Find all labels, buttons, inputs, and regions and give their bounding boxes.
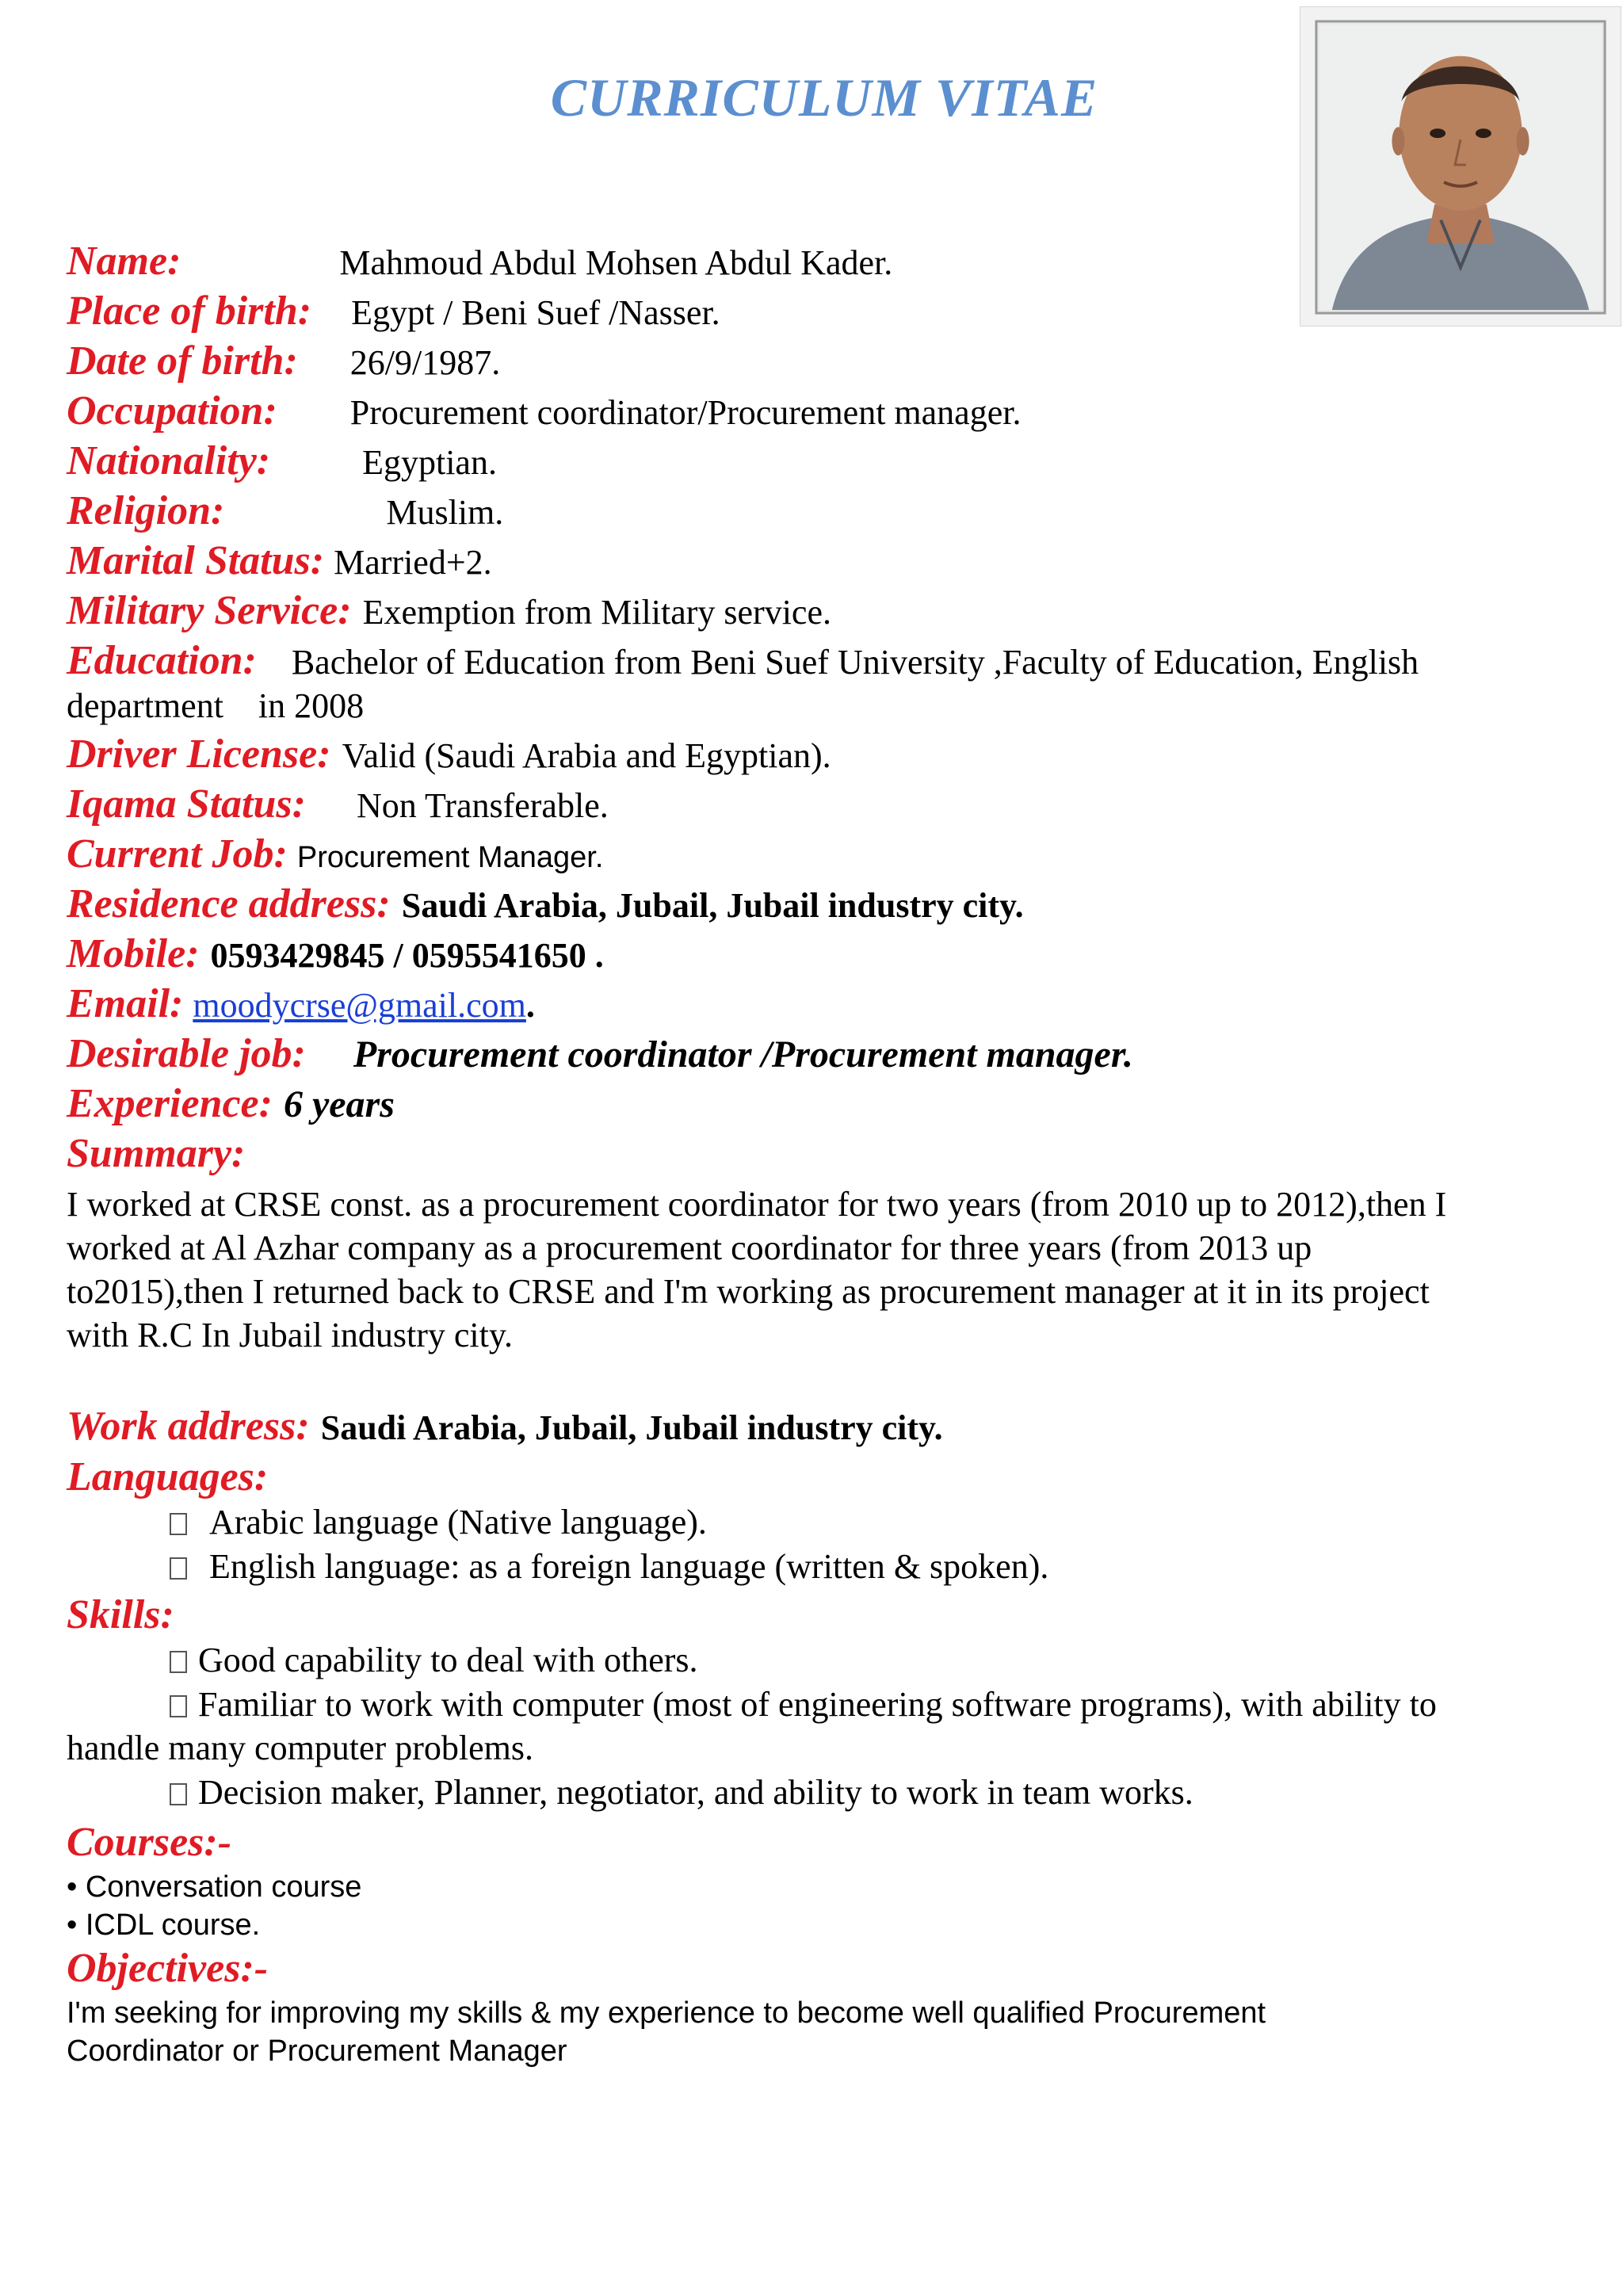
field-place-of-birth: [67, 288, 1591, 335]
list-item-text: Familiar to work with computer (most of engineering software programs), with ability to: [198, 1685, 1437, 1724]
bullet-box-icon: [170, 1557, 187, 1580]
field-desirable-job: [67, 1030, 1591, 1078]
field-label: Email:: [67, 981, 184, 1026]
field-value: Married+2.: [334, 543, 492, 582]
field-mobile: [67, 930, 1591, 978]
section-label: Skills:: [67, 1592, 174, 1637]
objectives-line: Coordinator or Procurement Manager: [67, 2034, 567, 2068]
course-item: • ICDL course.: [67, 1908, 261, 1942]
field-current-job: [67, 831, 1591, 878]
list-item: [170, 1685, 1591, 1725]
field-label: Experience:: [67, 1081, 273, 1126]
section-label: Languages:: [67, 1454, 269, 1499]
summary-line: to2015),then I returned back to CRSE and I'm working as procurement manager at it in its project: [67, 1272, 1430, 1311]
field-value: Procurement coordinator/Procurement manager.: [349, 393, 1022, 432]
list-item-continued: [67, 1729, 1591, 1769]
objectives-line: I'm seeking for improving my skills & my experience to become well qualified Procurement: [67, 1996, 1266, 2030]
field-value-suffix: .: [525, 986, 535, 1025]
field-label: Driver License:: [67, 732, 331, 777]
section-label: Summary:: [67, 1131, 246, 1176]
summary-paragraph: [67, 1182, 1596, 1357]
list-item: [170, 1547, 1591, 1587]
objectives-paragraph: [67, 1994, 1572, 2070]
field-value: Procurement coordinator /Procurement manager.: [353, 1033, 1133, 1075]
field-value: Saudi Arabia, Jubail, Jubail industry city.: [320, 1408, 943, 1447]
bullet-box-icon: [170, 1513, 187, 1535]
field-value: 6 years: [283, 1083, 395, 1125]
field-name: [67, 238, 1591, 285]
bullet-box-icon: [170, 1651, 187, 1673]
section-label: Work address:: [67, 1404, 310, 1449]
field-education: [67, 637, 1591, 685]
section-label: Objectives:-: [67, 1946, 269, 1991]
objectives-heading: [67, 1945, 1591, 1992]
field-value: Exemption from Military service.: [362, 593, 831, 632]
field-value: Muslim.: [386, 493, 504, 532]
summary-line: with R.C In Jubail industry city.: [67, 1316, 514, 1354]
field-label: Current Job:: [67, 831, 288, 877]
field-religion: [67, 487, 1591, 535]
field-value: Egypt / Beni Suef /Nasser.: [351, 293, 720, 332]
summary-heading: [67, 1130, 1591, 1178]
field-value: 0593429845 / 0595541650 .: [210, 936, 604, 975]
list-item: [170, 1503, 1591, 1543]
field-label: Name:: [67, 239, 181, 284]
field-value: department in 2008: [67, 686, 365, 725]
field-email: [67, 980, 1591, 1028]
skills-heading: [67, 1591, 1591, 1639]
field-value: Egyptian.: [362, 443, 497, 482]
document-title: CURRICULUM VITAE: [550, 67, 1098, 128]
work-address: [67, 1403, 1591, 1450]
field-value: Non Transferable.: [356, 786, 609, 825]
course-item: • Conversation course: [67, 1870, 362, 1904]
list-item-text: Arabic language (Native language).: [209, 1503, 707, 1541]
field-residence-address: [67, 881, 1591, 928]
email-link[interactable]: moodycrse@gmail.com: [193, 986, 526, 1025]
list-item-text: Decision maker, Planner, negotiator, and ability to work in team works.: [198, 1773, 1193, 1812]
list-item-text: English language: as a foreign language (written & spoken).: [209, 1547, 1049, 1586]
languages-heading: [67, 1454, 1591, 1501]
field-value: Valid (Saudi Arabia and Egyptian).: [342, 736, 831, 775]
courses-list: [67, 1868, 1572, 1944]
courses-heading: [67, 1819, 1591, 1866]
field-label: Desirable job:: [67, 1031, 306, 1076]
field-nationality: [67, 437, 1591, 485]
field-label: Education:: [67, 638, 257, 683]
field-value: Saudi Arabia, Jubail, Jubail industry city.: [401, 886, 1024, 925]
field-value: Mahmoud Abdul Mohsen Abdul Kader.: [339, 243, 893, 282]
bullet-box-icon: [170, 1783, 187, 1805]
field-experience: [67, 1080, 1591, 1128]
field-education-continued: [67, 686, 1591, 727]
list-item-text: Good capability to deal with others.: [198, 1641, 698, 1679]
field-date-of-birth: [67, 338, 1591, 385]
field-driver-license: [67, 731, 1591, 778]
field-value: Bachelor of Education from Beni Suef University ,Faculty of Education, English: [291, 643, 1419, 682]
field-military-service: [67, 587, 1591, 635]
field-value: 26/9/1987.: [349, 343, 501, 382]
field-label: Residence address:: [67, 881, 391, 926]
field-marital-status: [67, 537, 1591, 585]
field-label: Date of birth:: [67, 338, 298, 384]
summary-line: worked at Al Azhar company as a procurement coordinator for three years (from 2013 up: [67, 1228, 1312, 1267]
field-label: Occupation:: [67, 388, 277, 434]
field-label: Place of birth:: [67, 288, 312, 334]
field-value: Procurement Manager.: [296, 841, 604, 874]
field-iqama-status: [67, 781, 1591, 828]
summary-line: I worked at CRSE const. as a procurement coordinator for two years (from 2010 up to 2012),then I: [67, 1185, 1447, 1224]
list-item-text: handle many computer problems.: [67, 1729, 533, 1767]
list-item: [170, 1773, 1591, 1813]
field-occupation: [67, 388, 1591, 435]
field-label: Marital Status:: [67, 538, 325, 583]
field-label: Military Service:: [67, 588, 352, 633]
bullet-box-icon: [170, 1695, 187, 1717]
field-label: Nationality:: [67, 438, 271, 483]
field-label: Religion:: [67, 488, 225, 533]
field-label: Mobile:: [67, 931, 200, 976]
field-label: Iqama Status:: [67, 781, 306, 827]
list-item: [170, 1641, 1591, 1681]
section-label: Courses:-: [67, 1820, 232, 1865]
